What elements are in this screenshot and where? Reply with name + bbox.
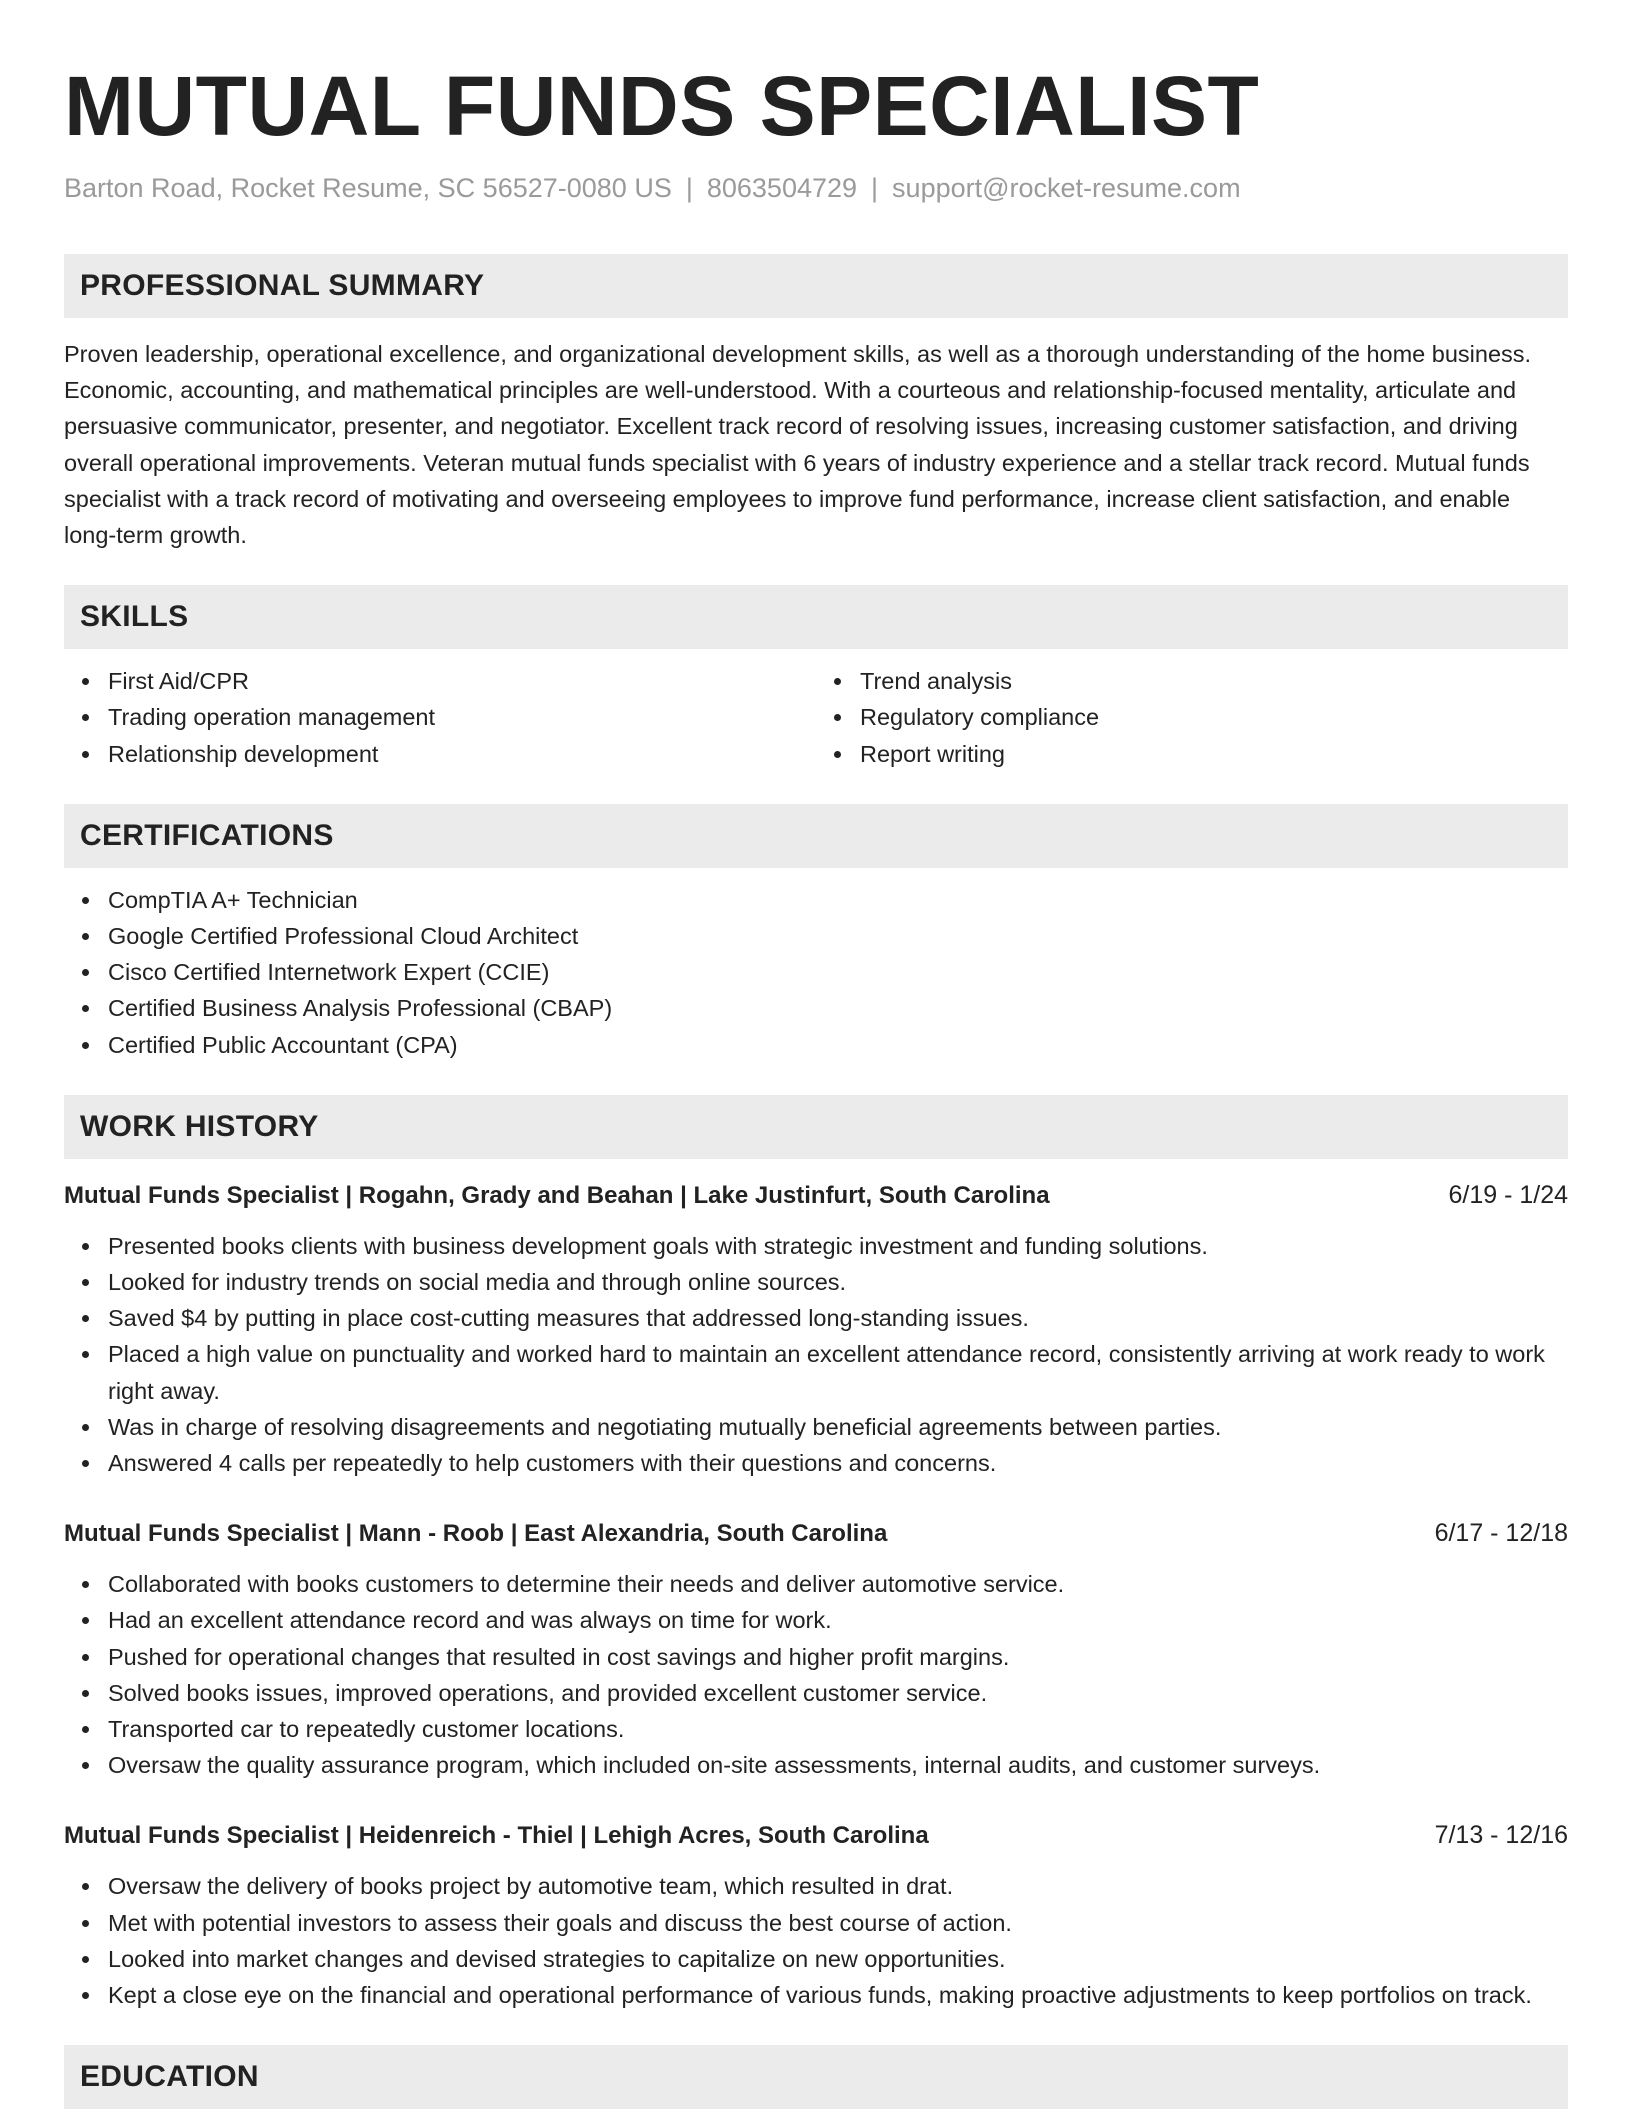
certifications-list — [64, 882, 1568, 1063]
job-header — [64, 1515, 1568, 1552]
certification-item: Cisco Certified Internetwork Expert (CCIE) — [108, 954, 1568, 990]
skills-column-right — [816, 663, 1568, 772]
skill-item: Report writing — [860, 736, 1568, 772]
contact-separator: | — [871, 173, 879, 203]
certification-item: CompTIA A+ Technician — [108, 882, 1568, 918]
job-header — [64, 1817, 1568, 1854]
job-bullet: Had an excellent attendance record and was always on time for work. — [108, 1602, 1568, 1638]
contact-address: Barton Road, Rocket Resume, SC 56527-0080 US — [64, 173, 672, 203]
job-bullet: Was in charge of resolving disagreements and negotiating mutually beneficial agreements between parties. — [108, 1409, 1568, 1445]
skill-item: Regulatory compliance — [860, 699, 1568, 735]
job-bullet: Looked for industry trends on social media and through online sources. — [108, 1264, 1568, 1300]
job-bullet: Oversaw the delivery of books project by automotive team, which resulted in drat. — [108, 1868, 1568, 1904]
summary-section-header — [64, 254, 1568, 318]
certifications-section-header — [64, 804, 1568, 868]
skills-section-header — [64, 585, 1568, 649]
job-bullet: Oversaw the quality assurance program, which included on-site assessments, internal audits, and customer surveys. — [108, 1747, 1568, 1783]
skill-item: First Aid/CPR — [108, 663, 816, 699]
certification-item: Certified Public Accountant (CPA) — [108, 1027, 1568, 1063]
job-bullet: Looked into market changes and devised strategies to capitalize on new opportunities. — [108, 1941, 1568, 1977]
job-dates: 6/19 - 1/24 — [1448, 1180, 1568, 1209]
job-bullet: Collaborated with books customers to determine their needs and deliver automotive service. — [108, 1566, 1568, 1602]
job-bullet: Pushed for operational changes that resulted in cost savings and higher profit margins. — [108, 1639, 1568, 1675]
skill-item: Trend analysis — [860, 663, 1568, 699]
job-title: Mutual Funds Specialist | Heidenreich - Thiel | Lehigh Acres, South Carolina — [64, 1822, 929, 1850]
job-bullet: Kept a close eye on the financial and operational performance of various funds, making proactive adjustments to keep portfolios on track. — [108, 1977, 1568, 2013]
contact-line — [64, 170, 1568, 206]
summary-text: Proven leadership, operational excellence, and organizational development skills, as well as a thorough understanding of the home business. Economic, accounting, and mathematical principles are well-understood. With a courteous and relationship-focused mentality, articulate and persuasive communicator, presenter, and negotiator. Excellent track record of resolving issues, increasing customer satisfaction, and driving overall operational improvements. Veteran mutual funds specialist with 6 years of industry experience and a stellar track record. Mutual funds specialist with a track record of motivating and overseeing employees to improve fund performance, increase client satisfaction, and enable long-term growth. — [64, 341, 1532, 549]
job-dates: 7/13 - 12/16 — [1434, 1821, 1568, 1850]
job-bullet: Presented books clients with business development goals with strategic investment and funding solutions. — [108, 1228, 1568, 1264]
skills-heading: SKILLS — [80, 600, 189, 634]
job-entry — [64, 1817, 1568, 2013]
job-bullets — [64, 1566, 1568, 1783]
job-bullet: Met with potential investors to assess their goals and discuss the best course of action. — [108, 1905, 1568, 1941]
job-title: Mutual Funds Specialist | Rogahn, Grady and Beahan | Lake Justinfurt, South Carolina — [64, 1181, 1050, 1209]
summary-heading: PROFESSIONAL SUMMARY — [80, 269, 485, 302]
skill-item: Relationship development — [108, 736, 816, 772]
education-heading: EDUCATION — [80, 2060, 259, 2094]
certification-item: Certified Business Analysis Professional (CBAP) — [108, 990, 1568, 1026]
job-bullet: Transported car to repeatedly customer locations. — [108, 1711, 1568, 1747]
contact-separator: | — [685, 173, 693, 203]
certification-item: Google Certified Professional Cloud Architect — [108, 918, 1568, 954]
skills-column-left — [64, 663, 816, 772]
job-bullet: Saved $4 by putting in place cost-cutting measures that addressed long-standing issues. — [108, 1300, 1568, 1336]
resume-name: MUTUAL FUNDS SPECIALIST — [64, 59, 1260, 153]
certifications-heading: CERTIFICATIONS — [80, 818, 334, 852]
skills-grid — [64, 663, 1568, 772]
job-bullets — [64, 1868, 1568, 2013]
contact-phone: 8063504729 — [706, 173, 858, 203]
skill-item: Trading operation management — [108, 699, 816, 735]
job-title: Mutual Funds Specialist | Mann - Roob | East Alexandria, South Carolina — [64, 1520, 888, 1548]
work-history-heading: WORK HISTORY — [80, 1109, 319, 1143]
education-section-header — [64, 2045, 1568, 2109]
job-entry — [64, 1515, 1568, 1783]
contact-email: support@rocket-resume.com — [892, 173, 1241, 203]
work-history-section-header — [64, 1095, 1568, 1159]
job-bullets — [64, 1228, 1568, 1481]
job-bullet: Solved books issues, improved operations, and provided excellent customer service. — [108, 1675, 1568, 1711]
job-dates: 6/17 - 12/18 — [1434, 1519, 1568, 1548]
job-entry — [64, 1177, 1568, 1481]
job-header — [64, 1177, 1568, 1214]
job-bullet: Placed a high value on punctuality and worked hard to maintain an excellent attendance record, consistently arriving at work ready to work right away. — [108, 1336, 1568, 1408]
job-bullet: Answered 4 calls per repeatedly to help customers with their questions and concerns. — [108, 1445, 1568, 1481]
